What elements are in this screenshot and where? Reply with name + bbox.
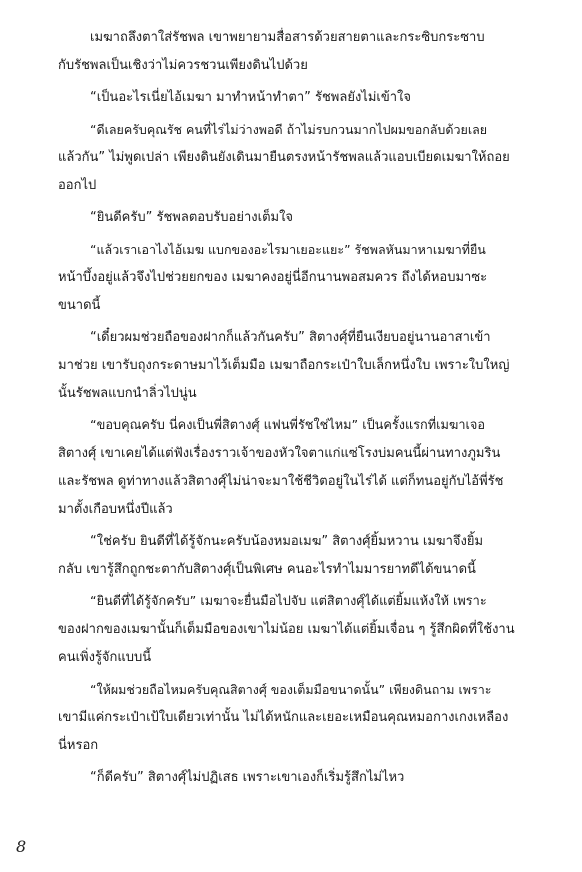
paragraph [58, 204, 524, 232]
text-line: “เป็นอะไรเนี่ยไอ้เมฆา มาทำหน้าทำตา” รัชพลยังไม่เข้าใจ [90, 90, 411, 105]
text-line: “ยินดีครับ” รัชพลตอบรับอย่างเต็มใจ [90, 210, 294, 225]
text-line: กลับ เขารู้สึกถูกชะตากับสิตางศุ์เป็นพิเศษ คนอะไรทำไมมารยาทดีได้ขนาดนี้ [58, 562, 476, 577]
text-line: แล้วกัน” ไม่พูดเปล่า เพียงดินยังเดินมายืนตรงหน้ารัชพลแล้วแอบเบียดเมฆาให้ถอย [58, 150, 510, 165]
text-line: ขนาดนี้ [58, 298, 101, 313]
paragraph [58, 24, 524, 80]
text-line: นั้นรัชพลแบกนำลิ่วไปนู่น [58, 386, 197, 401]
page-number: 8 [16, 837, 27, 856]
page-body [58, 24, 524, 796]
paragraph [58, 84, 524, 112]
paragraph [58, 116, 524, 200]
paragraph [58, 764, 524, 792]
text-line: และรัชพล ดูท่าทางแล้วสิตางศุ์ไม่น่าจะมาใช้ชีวิตอยู่ในไร่ได้ แต่ก็ทนอยู่กับไอ้พี่รัช [58, 474, 504, 489]
text-line: “ขอบคุณครับ นี่คงเป็นพี่สิตางศุ์ แฟนพี่รัชใช่ไหม” เป็นครั้งแรกที่เมฆาเจอ [90, 418, 486, 433]
text-line: คนเพิ่งรู้จักแบบนี้ [58, 650, 152, 665]
paragraph [58, 528, 524, 584]
text-line: สิตางศุ์ เขาเคยได้แต่ฟังเรื่องราวเจ้าของหัวใจตาแก่แซ่โรงบ่มคนนี้ผ่านทางภูมริน [58, 446, 501, 461]
text-line: เมฆาถลึงตาใส่รัชพล เขาพยายามสื่อสารด้วยสายตาและกระซิบกระซาบ [90, 30, 485, 45]
paragraph [58, 324, 524, 408]
paragraph [58, 412, 524, 524]
text-line: “ยินดีที่ได้รู้จักครับ” เมฆาจะยื่นมือไปจับ แต่สิตางศุ์ได้แต่ยิ้มแห้งให้ เพราะ [90, 594, 487, 609]
text-line: ออกไป [58, 178, 97, 193]
text-line: มาช่วย เขารับถุงกระดาษมาไว้เต็มมือ เมฆาถือกระเป๋าใบเล็กหนึ่งใบ เพราะใบใหญ่ [58, 358, 510, 373]
text-line: กับรัชพลเป็นเชิงว่าไม่ควรชวนเพียงดินไปด้วย [58, 58, 308, 73]
text-line: ของฝากของเมฆานั้นก็เต็มมือของเขาไม่น้อย เมฆาได้แต่ยิ้มเจื่อน ๆ รู้สึกผิดที่ใช้งาน [58, 622, 515, 637]
text-line: มาตั้งเกือบหนึ่งปีแล้ว [58, 502, 173, 517]
paragraph [58, 236, 524, 320]
text-line: เขามีแค่กระเป๋าเป้ใบเดียวเท่านั้น ไม่ได้หนักและเยอะเหมือนคุณหมอกางเกงเหลือง [58, 710, 509, 725]
text-line: “ให้ผมช่วยถือไหมครับคุณสิตางศุ์ ของเต็มมือขนาดนั้น” เพียงดินถาม เพราะ [90, 682, 492, 697]
text-line: “ใช่ครับ ยินดีที่ได้รู้จักนะครับน้องหมอเมฆ” สิตางศุ์ยิ้มหวาน เมฆาจึงยิ้ม [90, 534, 484, 549]
text-line: “ดีเลยครับคุณรัช คนที่ไร่ไม่ว่างพอดี ถ้าไม่รบกวนมากไปผมขอกลับด้วยเลย [90, 122, 488, 137]
text-line: “เดี๋ยวผมช่วยถือของฝากก็แล้วกันครับ” สิตางศุ์ที่ยืนเงียบอยู่นานอาสาเข้า [90, 330, 491, 345]
text-line: “แล้วเราเอาไงไอ้เมฆ แบกของอะไรมาเยอะแยะ” รัชพลหันมาหาเมฆาที่ยืน [90, 242, 486, 257]
paragraph [58, 676, 524, 760]
paragraph [58, 588, 524, 672]
text-line: นี่หรอก [58, 738, 99, 753]
text-line: “ก็ดีครับ” สิตางศุ์ไม่ปฏิเสธ เพราะเขาเองก็เริ่มรู้สึกไม่ไหว [90, 770, 405, 785]
text-line: หน้าบึ้งอยู่แล้วจึงไปช่วยยกของ เมฆาคงอยู่นี่อีกนานพอสมควร ถึงได้หอบมาซะ [58, 270, 488, 285]
